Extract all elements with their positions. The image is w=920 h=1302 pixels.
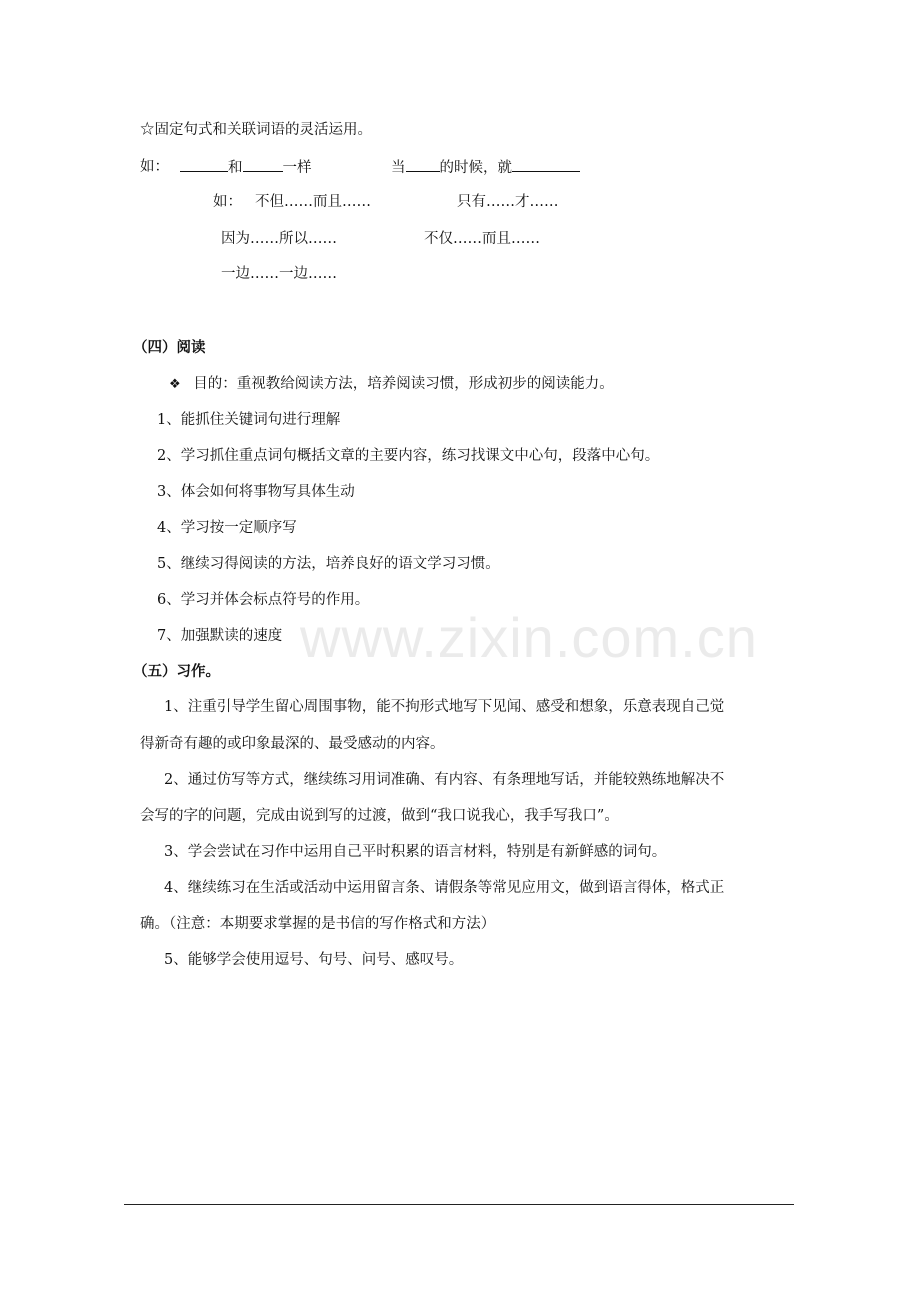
pattern-blank-he	[180, 157, 312, 178]
writing-title: （五）习作。	[133, 663, 220, 680]
reading-goal-text: 目的：重视教给阅读方法，培养阅读习惯，形成初步的阅读能力。	[193, 376, 614, 392]
pattern-word-dang: 当	[391, 160, 406, 176]
writing-paragraph-5: 5、能够学会使用逗号、句号、问号、感叹号。	[164, 952, 464, 968]
writing-paragraph-1-line-1: 1、注重引导学生留心周围事物，能不拘形式地写下见闻、感受和想象，乐意表现自己觉	[164, 699, 725, 715]
pattern-yibian: 一边……一边……	[221, 266, 337, 282]
blank-line	[243, 157, 283, 172]
reading-item: 4、学习按一定顺序写	[157, 520, 297, 536]
blank-line	[180, 157, 228, 172]
pattern-prefix: 如：	[140, 159, 169, 175]
reading-item: 6、学习并体会标点符号的作用。	[157, 592, 370, 608]
pattern-zhiyou: 只有……才……	[457, 194, 559, 210]
writing-paragraph-2-line-1: 2、通过仿写等方式，继续练习用词准确、有内容、有条理地写话，并能较熟练地解决不	[164, 772, 725, 788]
writing-paragraph-3: 3、学会尝试在习作中运用自己平时积累的语言材料，特别是有新鲜感的词句。	[164, 844, 667, 860]
pattern-word-he: 和	[228, 160, 243, 176]
watermark: www.zixin.com.cn	[300, 606, 758, 669]
pattern-budan: 不但……而且……	[255, 194, 371, 210]
pattern-blank-dang	[391, 157, 580, 178]
writing-paragraph-2-line-2: 会写的字的问题，完成由说到写的过渡，做到“我口说我心，我手写我口”。	[140, 808, 619, 824]
blank-line	[406, 157, 440, 172]
pattern-bujin: 不仅……而且……	[424, 231, 540, 247]
reading-title: （四）阅读	[133, 339, 206, 356]
reading-item: 2、学习抓住重点词句概括文章的主要内容，练习找课文中心句，段落中心句。	[157, 448, 660, 464]
reading-item: 5、继续习得阅读的方法，培养良好的语文学习习惯。	[157, 556, 500, 572]
reading-item: 1、能抓住关键词句进行理解	[157, 412, 341, 428]
writing-paragraph-4-line-1: 4、继续练习在生活或活动中运用留言条、请假条等常见应用文，做到语言得体，格式正	[164, 880, 725, 896]
pattern-word-deshihou: 的时候，就	[439, 160, 512, 176]
writing-paragraph-4-line-2: 确。（注意：本期要求掌握的是书信的写作格式和方法）	[140, 916, 496, 932]
writing-paragraph-1-line-2: 得新奇有趣的或印象最深的、最受感动的内容。	[140, 736, 445, 752]
footer-divider	[124, 1204, 794, 1205]
blank-line	[512, 157, 580, 172]
fixed-patterns-heading: ☆固定句式和关联词语的灵活运用。	[140, 122, 372, 138]
reading-item: 3、体会如何将事物写具体生动	[157, 484, 355, 500]
reading-item: 7、加强默读的速度	[157, 628, 283, 644]
pattern-yinwei: 因为……所以……	[221, 231, 337, 247]
pattern-row-1	[140, 157, 169, 177]
pattern-row-2-prefix: 如：	[213, 194, 242, 210]
pattern-word-yiyang: 一样	[282, 160, 312, 176]
diamond-bullet-icon: ❖	[169, 377, 181, 392]
reading-goal	[169, 374, 614, 395]
